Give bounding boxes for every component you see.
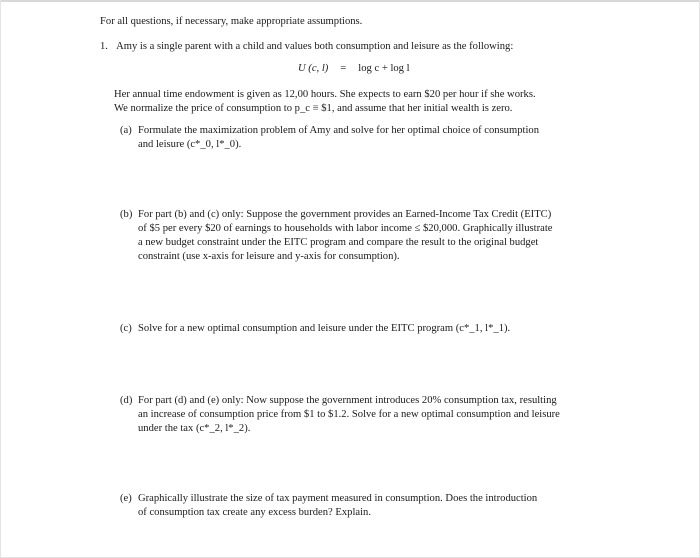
part-b (120, 208, 617, 264)
context-line: Her annual time endowment is given as 12,00 hours. She expects to earn $20 per hour if she works. (114, 89, 536, 100)
utility-function (298, 62, 410, 76)
question-number: 1. (100, 41, 108, 52)
part-c (120, 322, 617, 336)
part-text: an increase of consumption price from $1 to $1.2. Solve for a new optimal consumption and leisure (138, 409, 560, 420)
utility-rhs: log c + log l (358, 63, 410, 74)
part-text: of $5 per every $20 of earnings to households with labor income ≤ $20,000. Graphically illustrate (138, 223, 553, 234)
part-label: (e) (120, 493, 132, 504)
context-paragraph (114, 88, 619, 116)
part-label: (d) (120, 395, 133, 406)
part-text: For part (d) and (e) only: Now suppose the government introduces 20% consumption tax, resulting (138, 395, 557, 406)
part-d (120, 394, 617, 436)
instructions: For all questions, if necessary, make appropriate assumptions. (100, 16, 363, 27)
part-text: constraint (use x-axis for leisure and y-axis for consumption). (138, 251, 400, 262)
left-border (0, 0, 1, 558)
part-text: of consumption tax create any excess burden? Explain. (138, 507, 371, 518)
part-text: Solve for a new optimal consumption and leisure under the EITC program (c*_1, l*_1). (138, 323, 511, 334)
top-border (0, 0, 700, 2)
context-line: We normalize the price of consumption to p_c ≡ $1, and assume that her initial wealth is zero. (114, 103, 513, 114)
part-label: (a) (120, 125, 132, 136)
question-1-stem (100, 40, 620, 54)
utility-lhs: U (c, l) (298, 63, 329, 74)
part-label: (b) (120, 209, 133, 220)
part-text: Formulate the maximization problem of Amy and solve for her optimal choice of consumption (138, 125, 539, 136)
part-e (120, 492, 617, 520)
part-a (120, 124, 617, 152)
utility-equals: = (340, 63, 347, 74)
part-text: Graphically illustrate the size of tax payment measured in consumption. Does the introduction (138, 493, 538, 504)
part-label: (c) (120, 323, 132, 334)
part-text: a new budget constraint under the EITC program and compare the result to the original budget (138, 237, 539, 248)
question-stem: Amy is a single parent with a child and values both consumption and leisure as the following: (116, 41, 514, 52)
part-text: and leisure (c*_0, l*_0). (138, 139, 242, 150)
part-text: under the tax (c*_2, l*_2). (138, 423, 251, 434)
part-text: For part (b) and (c) only: Suppose the government provides an Earned-Income Tax Credit (EITC) (138, 209, 552, 220)
